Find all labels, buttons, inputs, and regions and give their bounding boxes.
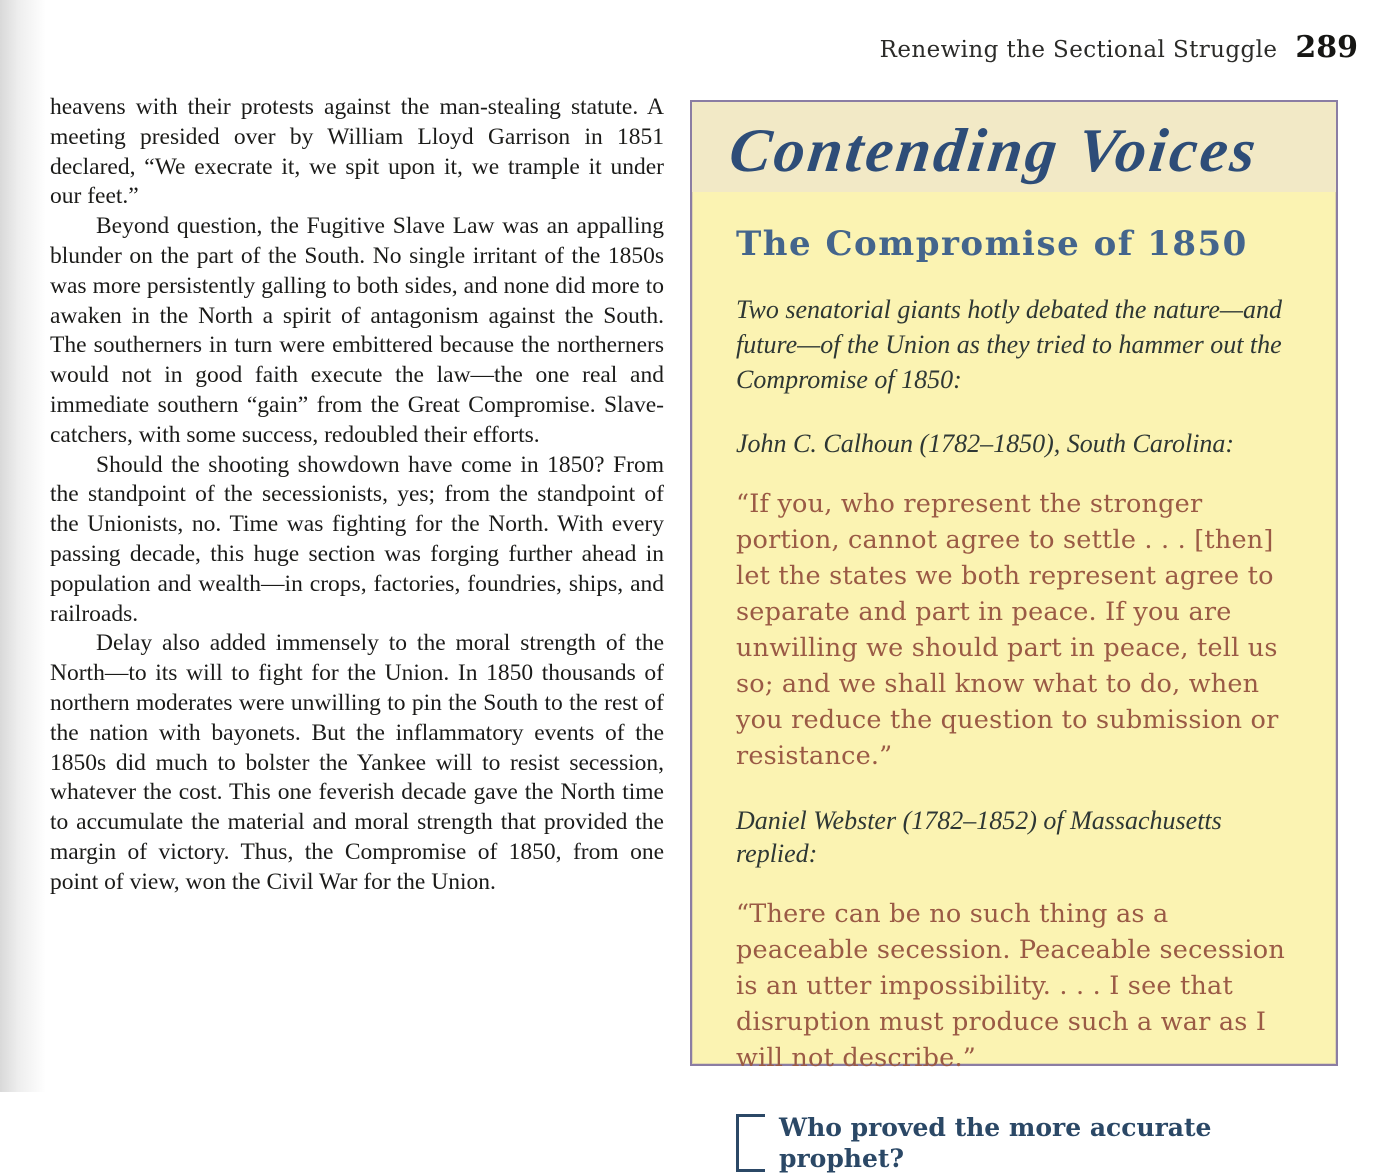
running-head-title: Renewing the Sectional Struggle bbox=[879, 37, 1278, 63]
body-paragraph: heavens with their protests against the man-stealing statute. A meeting presided over by William Lloyd Garrison in 1851 declared, “We execrate it, we spit upon it, we trample it under our feet.” bbox=[50, 94, 664, 210]
speaker-quote-webster: “There can be no such thing as a peaceable secession. Peaceable secession is an utter impossibility. . . . I see that disruption must produce such a war as I will not describe.” bbox=[736, 899, 1285, 1073]
body-paragraph: Delay also added immensely to the moral strength of the North—to its will to fight for the Union. In 1850 thousands of northern moderates were unwilling to pin the South to the rest of the nation with bayonets. But the inflammatory events of the 1850s did much to bolster the Yankee will to resist secession, whatever the cost. This one feverish decade gave the North time to accumulate the material and moral strength that provided the margin of victory. Thus, the Compromise of 1850, from one point of view, won the Civil War for the Union. bbox=[50, 630, 664, 895]
contending-voices-script-title: Contending Voices bbox=[725, 117, 1263, 185]
body-paragraph: Beyond question, the Fugitive Slave Law was an appalling blunder on the part of the South. No single irritant of the 1850s was more persistently galling to both sides, and none did more to awaken in the North a spirit of antagonism against the South. The southerners in turn were embittered because the northerners would not in good faith execute the law—the one real and immediate southern “gain” from the Great Compromise. Slave-catchers, with some success, redoubled their efforts. bbox=[50, 213, 664, 448]
box-content bbox=[692, 224, 1336, 1174]
box-header-band bbox=[692, 102, 1336, 192]
speaker-quote-calhoun: “If you, who represent the stronger portion, cannot agree to settle . . . [then] let the states we both represent agree to separate and part in peace. If you are unwilling we should part in peace, tell us so; and we shall know what to do, when you reduce the question to submission or resistance.” bbox=[736, 489, 1279, 771]
body-paragraph: Should the shooting showdown have come in 1850? From the standpoint of the secessionists, yes; from the standpoint of the Unionists, no. Time was fighting for the North. With every passing decade, this huge section was forging further ahead in population and wealth—in crops, factories, foundries, ships, and railroads. bbox=[50, 451, 664, 627]
speaker-attribution-calhoun: John C. Calhoun (1782–1850), South Carolina: bbox=[736, 429, 1235, 458]
box-title: The Compromise of 1850 bbox=[736, 224, 1248, 264]
running-head bbox=[880, 30, 1358, 65]
question-text: Who proved the more accurate prophet? bbox=[779, 1113, 1212, 1173]
box-intro: Two senatorial giants hotly debated the nature—and future—of the Union as they tried to hammer out the Compromise of 1850: bbox=[736, 295, 1282, 394]
page-edge-shadow bbox=[0, 0, 46, 1092]
speaker-attribution-webster: Daniel Webster (1782–1852) of Massachusetts replied: bbox=[736, 806, 1222, 868]
question-bracket-icon bbox=[736, 1114, 765, 1172]
question-row bbox=[736, 1112, 1292, 1174]
page-number: 289 bbox=[1295, 30, 1358, 65]
body-text-column bbox=[50, 93, 664, 898]
contending-voices-box bbox=[690, 100, 1338, 1173]
